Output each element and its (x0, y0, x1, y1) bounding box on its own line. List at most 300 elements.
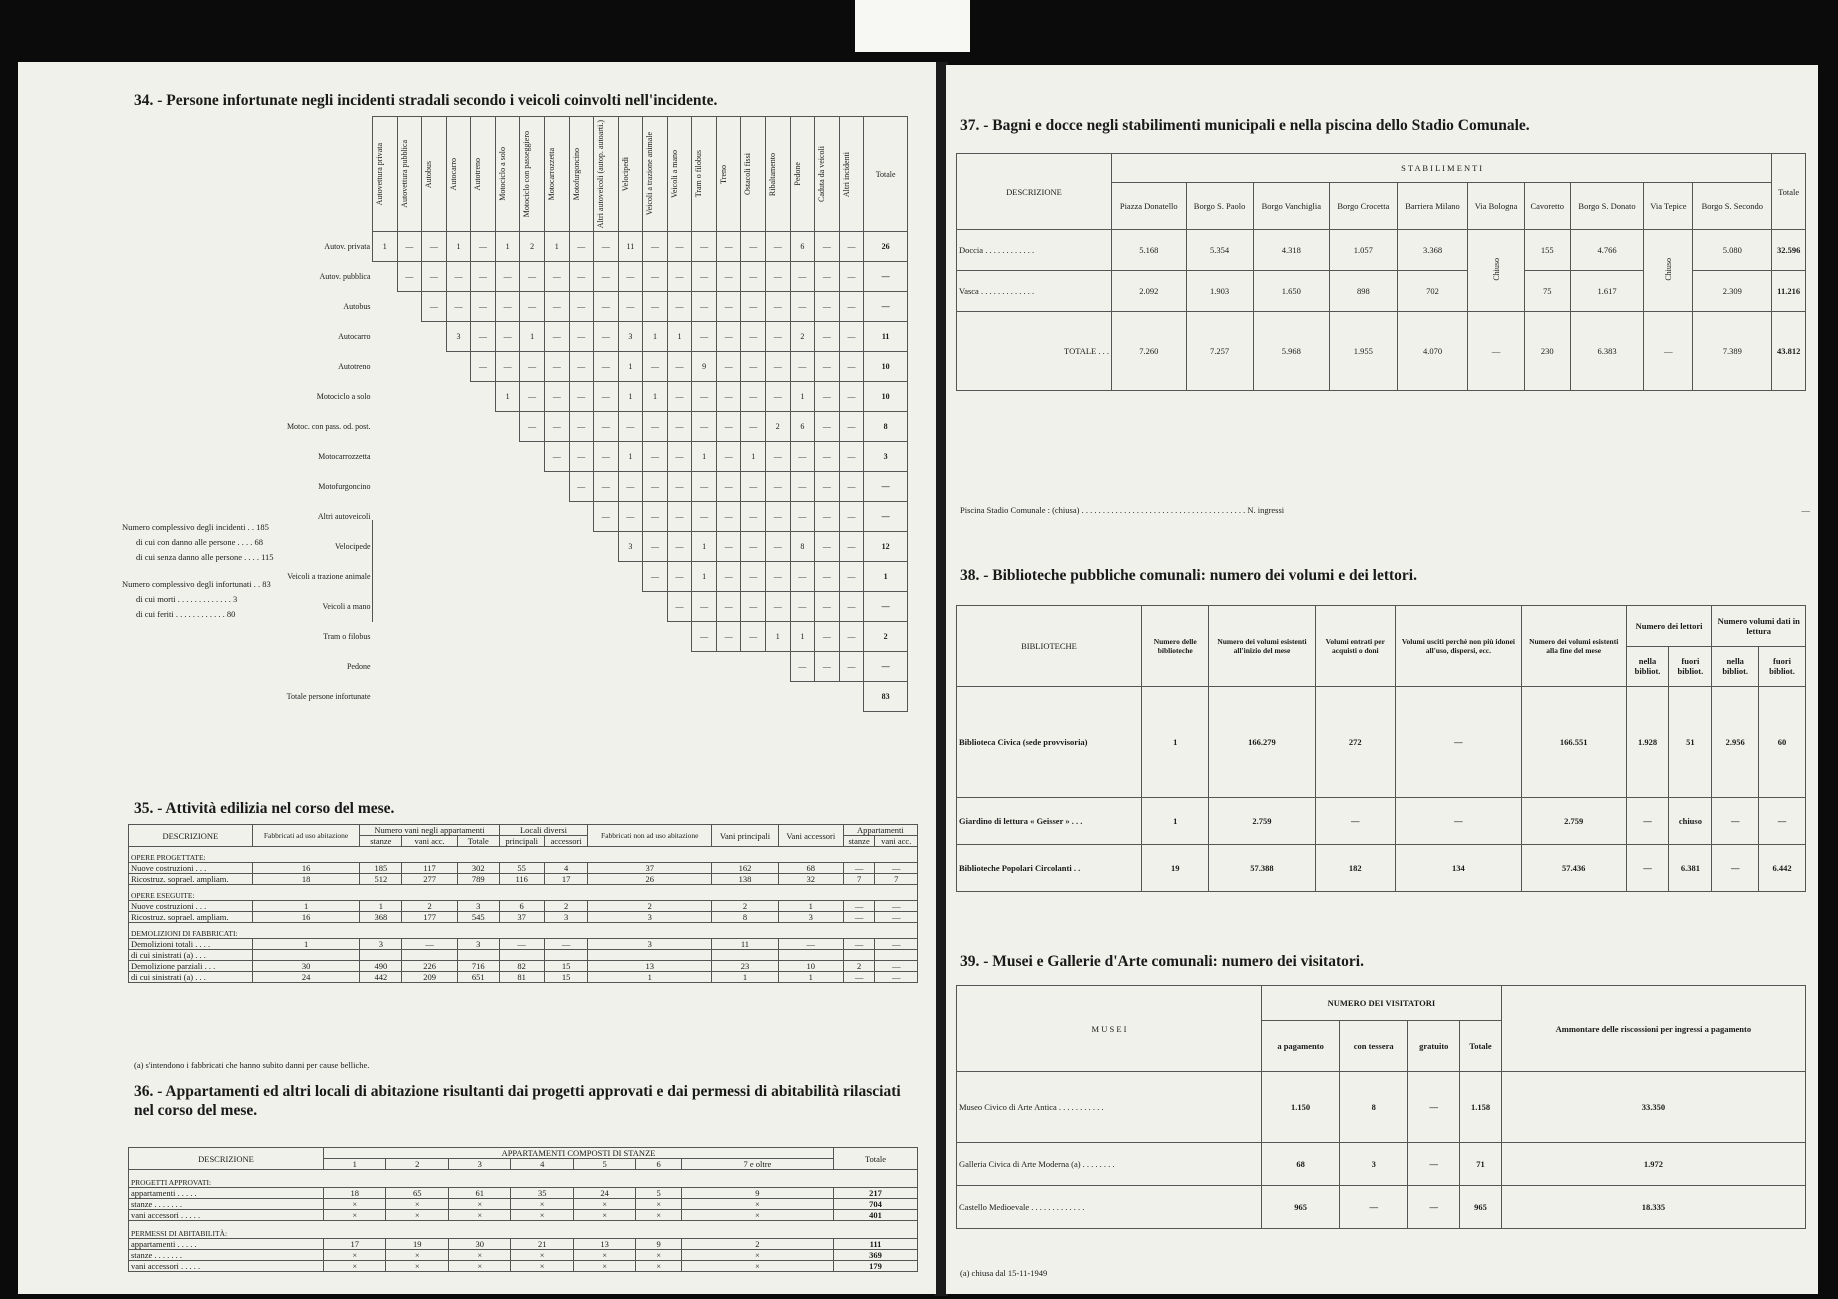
column-header-label: Pedone (792, 162, 802, 186)
col-desc: DESCRIZIONE (129, 825, 253, 847)
cell: × (324, 1210, 386, 1221)
cell: 512 (360, 874, 402, 885)
cell (544, 562, 569, 592)
cell: — (1408, 1072, 1460, 1143)
cell: 134 (1396, 845, 1522, 892)
cell: 1.617 (1570, 271, 1644, 312)
cell (766, 682, 791, 712)
cell: — (766, 472, 791, 502)
cell: × (324, 1250, 386, 1261)
cell: 6.442 (1759, 845, 1806, 892)
cell: 4.766 (1570, 230, 1644, 271)
cell: — (1712, 845, 1759, 892)
cell (397, 442, 422, 472)
cell: 21 (511, 1239, 573, 1250)
cell (667, 682, 692, 712)
cell (397, 292, 422, 322)
cell: — (544, 382, 569, 412)
cell: × (511, 1261, 573, 1272)
cell (373, 622, 398, 652)
column-header (716, 117, 741, 232)
col-total: Totale (834, 1148, 918, 1170)
cell: — (741, 472, 766, 502)
column-header (594, 117, 619, 232)
cell (495, 472, 520, 502)
cell (373, 442, 398, 472)
cell (520, 622, 545, 652)
cell: 4.070 (1397, 312, 1468, 391)
column-header (544, 117, 569, 232)
cell: — (446, 262, 471, 292)
cell (712, 950, 779, 961)
column-header-label: Motofurgoncino (571, 147, 581, 201)
row-label: Veicoli a trazione animale (287, 572, 371, 582)
column-header-label: Caduta da veicoli (817, 146, 827, 203)
cell: — (1396, 798, 1522, 845)
cell: 1 (790, 622, 815, 652)
cell: 545 (458, 912, 499, 923)
column-header-label: Ribaltamento (768, 152, 777, 196)
row-label: Castello Medioevale . . . . . . . . . . . . . (957, 1186, 1262, 1229)
cell: 1.928 (1626, 687, 1669, 798)
summary-line: di cui senza danno alle persone . . . . 115 (136, 552, 274, 562)
cell: — (1396, 687, 1522, 798)
row-label: Biblioteche Popolari Circolanti . . (957, 845, 1142, 892)
cell: — (544, 939, 588, 950)
cell: — (471, 322, 496, 352)
table-38-title: 38. - Biblioteche pubbliche comunali: numero dei volumi e dei lettori. (960, 567, 1417, 584)
cell: — (839, 532, 864, 562)
summary-line: di cui morti . . . . . . . . . . . . . 3 (136, 594, 238, 604)
cell: — (766, 562, 791, 592)
cell (397, 532, 422, 562)
column-header-label: Autovettura pubblica (399, 140, 409, 208)
cell: 6 (499, 901, 544, 912)
cell: — (815, 352, 840, 382)
cell: — (716, 472, 741, 502)
cell: — (594, 352, 619, 382)
cell (716, 682, 741, 712)
cell: — (741, 352, 766, 382)
cell: 1 (643, 382, 668, 412)
column-header-label: Motociclo con passeggiero (522, 130, 532, 218)
cell: 5.354 (1186, 230, 1253, 271)
cell (373, 322, 398, 352)
cell: — (422, 262, 447, 292)
cell: × (636, 1199, 681, 1210)
col-group: NUMERO DEI VISITATORI (1262, 986, 1502, 1021)
cell: — (667, 412, 692, 442)
cell: 490 (360, 961, 402, 972)
sub-header: Barriera Milano (1397, 183, 1468, 230)
table-row (128, 442, 908, 472)
cell (471, 682, 496, 712)
cell: — (643, 532, 668, 562)
cell: 1 (495, 382, 520, 412)
cell: — (741, 412, 766, 442)
cell (471, 472, 496, 502)
table-35-note: (a) s'intendono i fabbricati che hanno subito danni per cause belliche. (134, 1060, 370, 1070)
cell: 702 (1397, 271, 1468, 312)
cell: 19 (386, 1239, 448, 1250)
cell: × (636, 1210, 681, 1221)
cell: — (875, 972, 918, 983)
cell: 368 (360, 912, 402, 923)
cell: 2 (843, 961, 875, 972)
cell: — (594, 442, 619, 472)
cell (778, 950, 843, 961)
sub-header: vani acc. (875, 836, 918, 847)
cell: — (471, 232, 496, 262)
cell: — (766, 382, 791, 412)
cell: — (741, 382, 766, 412)
cell (815, 682, 840, 712)
cell: × (573, 1210, 635, 1221)
cell: — (544, 292, 569, 322)
row-total: — (864, 592, 908, 622)
summary-line: Numero complessivo degli incidenti . . 185 (122, 522, 269, 532)
table-36-title: 36. - Appartamenti ed altri locali di abitazione risultanti dai progetti approvati e dai permessi di abitabilità rilasciati nel corso del mese. (134, 1083, 901, 1119)
table-row (129, 1261, 918, 1272)
cell: — (1408, 1186, 1460, 1229)
cell: — (692, 262, 717, 292)
cell: 9 (636, 1239, 681, 1250)
cell: 2.759 (1209, 798, 1315, 845)
cell: 3.368 (1397, 230, 1468, 271)
table-row (128, 232, 908, 262)
cell: 2 (402, 901, 458, 912)
cell: 1 (252, 901, 360, 912)
col-locali: Locali diversi (499, 825, 588, 836)
col-fabbricati: Fabbricati ad uso abitazione (252, 825, 360, 847)
table-row (129, 1250, 918, 1261)
cell (569, 532, 594, 562)
row-total: — (864, 502, 908, 532)
cell: 15 (544, 972, 588, 983)
column-header (569, 117, 594, 232)
cell: — (569, 382, 594, 412)
table-37-title: 37. - Bagni e docce negli stabilimenti municipali e nella piscina dello Stadio Comunale. (960, 117, 1530, 134)
cell (495, 502, 520, 532)
cell: — (643, 232, 668, 262)
cell: — (397, 232, 422, 262)
cell: — (815, 382, 840, 412)
cell: 18 (324, 1188, 386, 1199)
cell (594, 562, 619, 592)
header-row (129, 825, 918, 836)
cell: — (716, 322, 741, 352)
cell: — (843, 939, 875, 950)
cell: — (569, 412, 594, 442)
table-34 (128, 116, 908, 712)
column-header-label: Altri autoveicoli (autop. autoarti.) (596, 120, 606, 229)
row-label: Giardino di lettura « Geisser » . . . (957, 798, 1142, 845)
row-label: di cui sinistrati (a) . . . (129, 950, 253, 961)
sub-header: 6 (636, 1159, 681, 1170)
cell: — (815, 322, 840, 352)
cell: — (544, 442, 569, 472)
cell (373, 382, 398, 412)
cell: 1 (446, 232, 471, 262)
row-total: 12 (864, 532, 908, 562)
cell (446, 382, 471, 412)
cell (495, 622, 520, 652)
cell: 2 (588, 901, 712, 912)
table-37-footer (960, 505, 1810, 515)
cell: 7 (875, 874, 918, 885)
row-total: — (864, 472, 908, 502)
cell (618, 622, 643, 652)
cell: — (495, 262, 520, 292)
cell: — (643, 352, 668, 382)
cell: 10 (778, 961, 843, 972)
cell: — (741, 592, 766, 622)
header-row (129, 1148, 918, 1159)
cell: 11 (618, 232, 643, 262)
row-label: Demolizioni totali . . . . (129, 939, 253, 950)
cell: — (471, 292, 496, 322)
cell (446, 352, 471, 382)
cell: — (569, 442, 594, 472)
cell: — (618, 292, 643, 322)
cell: — (446, 292, 471, 322)
cell: — (1712, 798, 1759, 845)
group-heading: PROGETTI APPROVATI: (129, 1170, 918, 1188)
group-heading: PERMESSI DI ABITABILITÀ: (129, 1221, 918, 1239)
column-header (397, 117, 422, 232)
cell: 3 (544, 912, 588, 923)
cell: 5.080 (1693, 230, 1772, 271)
cell (594, 682, 619, 712)
cell: — (843, 863, 875, 874)
cell (544, 622, 569, 652)
cell: × (636, 1261, 681, 1272)
cell (373, 262, 398, 292)
column-header (766, 117, 791, 232)
table-row (129, 1199, 918, 1210)
cell: 651 (458, 972, 499, 983)
cell (741, 682, 766, 712)
cell: 3 (1340, 1143, 1408, 1186)
cell: — (618, 502, 643, 532)
cell: — (569, 352, 594, 382)
cell: — (667, 262, 692, 292)
cell: — (422, 232, 447, 262)
cell: 26 (588, 874, 712, 885)
column-header: Volumi usciti perchè non più idonei all'uso, dispersi, ecc. (1396, 606, 1522, 687)
row-label: Biblioteca Civica (sede provvisoria) (957, 687, 1142, 798)
row-total: 401 (834, 1210, 918, 1221)
group-row (129, 1221, 918, 1239)
cell: × (448, 1199, 510, 1210)
cell: — (520, 352, 545, 382)
sub-header: 3 (448, 1159, 510, 1170)
cell: — (741, 502, 766, 532)
cell: — (716, 562, 741, 592)
cell (422, 472, 447, 502)
cell: 272 (1315, 687, 1396, 798)
cell: — (643, 292, 668, 322)
table-row (957, 845, 1806, 892)
cell: 1 (712, 972, 779, 983)
cell: — (594, 322, 619, 352)
row-total: 11.216 (1772, 271, 1806, 312)
cell: 8 (712, 912, 779, 923)
cell (588, 950, 712, 961)
cell: 3 (588, 912, 712, 923)
cell: — (716, 232, 741, 262)
cell: 7.389 (1693, 312, 1772, 391)
cell (667, 652, 692, 682)
cell: — (839, 352, 864, 382)
cell (594, 622, 619, 652)
cell: 68 (1262, 1143, 1340, 1186)
cell (594, 532, 619, 562)
cell: 5.968 (1253, 312, 1329, 391)
column-header (790, 117, 815, 232)
cell: 6 (790, 412, 815, 442)
table-row (129, 912, 918, 923)
cell: — (495, 322, 520, 352)
cell: 1 (360, 901, 402, 912)
cell (544, 950, 588, 961)
cell: — (741, 232, 766, 262)
cell: — (843, 912, 875, 923)
cell: — (618, 262, 643, 292)
cell: 1 (643, 322, 668, 352)
cell: — (766, 592, 791, 622)
column-header-label: Autovettura privata (375, 142, 384, 206)
sub-header: 1 (324, 1159, 386, 1170)
cell: 2.759 (1521, 798, 1626, 845)
cell (520, 562, 545, 592)
cell (458, 950, 499, 961)
cell: 2 (790, 322, 815, 352)
sub-header: Cavoretto (1524, 183, 1570, 230)
cell: — (839, 412, 864, 442)
cell: 57.436 (1521, 845, 1626, 892)
cell: 35 (511, 1188, 573, 1199)
cell: — (471, 352, 496, 382)
cell: 1.903 (1186, 271, 1253, 312)
cell: 2 (712, 901, 779, 912)
row-total: 83 (864, 682, 908, 712)
cell: 1 (373, 232, 398, 262)
sub-header: Via Tepice (1644, 183, 1693, 230)
cell (495, 652, 520, 682)
row-total: 10 (864, 382, 908, 412)
cell: — (815, 502, 840, 532)
cell (471, 592, 496, 622)
cell (397, 412, 422, 442)
cell: — (839, 322, 864, 352)
cell: — (778, 939, 843, 950)
cell: 1 (692, 442, 717, 472)
cell (446, 472, 471, 502)
cell (397, 322, 422, 352)
cell: — (594, 292, 619, 322)
cell (495, 682, 520, 712)
cell: — (499, 939, 544, 950)
summary-line: Numero complessivo degli infortunati . . 83 (122, 579, 271, 589)
cell: — (667, 532, 692, 562)
cell: 2 (766, 412, 791, 442)
cell: 23 (712, 961, 779, 972)
col-vani-app: Numero vani negli appartamenti (360, 825, 499, 836)
cell: — (741, 532, 766, 562)
table-row (128, 682, 908, 712)
table-row (129, 863, 918, 874)
cell: — (815, 292, 840, 322)
table-row (129, 939, 918, 950)
cell: × (681, 1199, 833, 1210)
group-row (129, 847, 918, 863)
cell: — (815, 442, 840, 472)
cell: 1.057 (1330, 230, 1398, 271)
cell: 6.383 (1570, 312, 1644, 391)
cell: — (471, 262, 496, 292)
cell: — (643, 502, 668, 532)
cell: — (569, 292, 594, 322)
cell (373, 652, 398, 682)
cell: 1.955 (1330, 312, 1398, 391)
cell (520, 532, 545, 562)
cell: 2 (544, 901, 588, 912)
cell (471, 442, 496, 472)
sub-header: stanze (843, 836, 875, 847)
row-total: 111 (834, 1239, 918, 1250)
cell: × (324, 1261, 386, 1272)
cell: — (741, 292, 766, 322)
cell: 155 (1524, 230, 1570, 271)
cell: 117 (402, 863, 458, 874)
cell: — (875, 912, 918, 923)
row-label: Motocarrozzetta (318, 452, 371, 462)
cell: — (594, 232, 619, 262)
cell: — (667, 382, 692, 412)
col-desc: M U S E I (957, 986, 1262, 1072)
row-total: 43.812 (1772, 312, 1806, 391)
cell: 3 (588, 939, 712, 950)
cell: — (815, 622, 840, 652)
cell (446, 532, 471, 562)
cell: 277 (402, 874, 458, 885)
table-row (957, 312, 1806, 391)
sub-header: Borgo S. Donato (1570, 183, 1644, 230)
cell: × (573, 1261, 635, 1272)
cell: 1 (667, 322, 692, 352)
cell: — (1468, 312, 1525, 391)
cell: 1 (1142, 687, 1209, 798)
cell: — (1315, 798, 1396, 845)
cell: 6.381 (1669, 845, 1712, 892)
cell: — (766, 322, 791, 352)
column-header-label: Autotreno (473, 157, 483, 191)
column-header (373, 117, 398, 232)
col-total: Totale (1772, 154, 1806, 230)
cell: 1 (790, 382, 815, 412)
cell: — (569, 232, 594, 262)
sub-header: Borgo S. Paolo (1186, 183, 1253, 230)
cell: — (544, 412, 569, 442)
sub-header: 4 (511, 1159, 573, 1170)
cell: 30 (252, 961, 360, 972)
cell: — (569, 322, 594, 352)
table-row (957, 1186, 1806, 1229)
cell: — (875, 961, 918, 972)
cell: — (1340, 1186, 1408, 1229)
cell: 2 (520, 232, 545, 262)
